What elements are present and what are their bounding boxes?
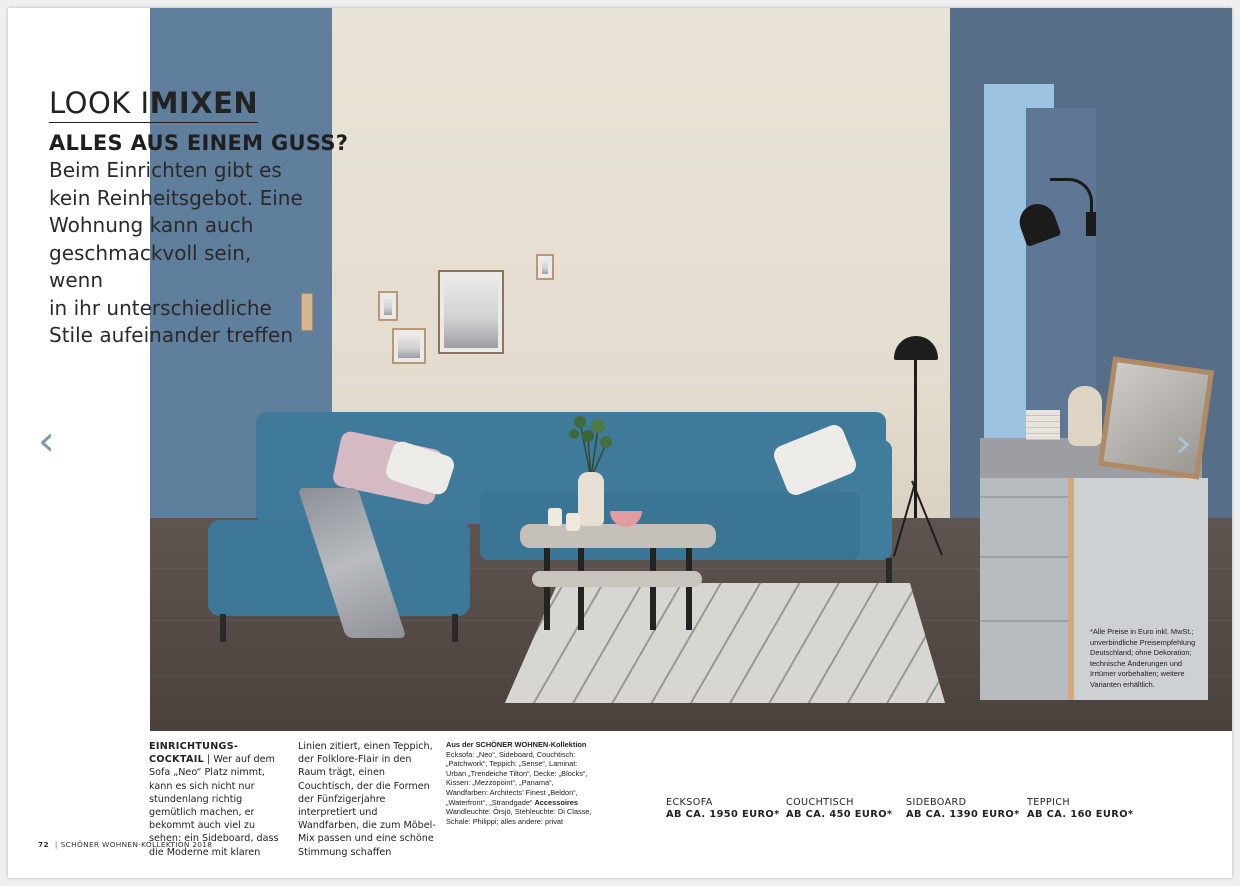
- picture-frame-tiny: [536, 254, 554, 280]
- intro-line: Beim Einrichten gibt es: [49, 158, 282, 182]
- drawer-line: [980, 556, 1068, 558]
- picture-frame-bird: [392, 328, 426, 364]
- credits-subheading: Accessoires: [534, 797, 579, 807]
- plant-branches: [568, 408, 614, 478]
- table-leg: [578, 544, 584, 630]
- section-kicker: [49, 86, 258, 123]
- price-value: AB CA. 1390 EURO*: [906, 809, 1020, 820]
- price-footnote: *Alle Preise in Euro inkl. MwSt.; unverbindliche Preisempfehlung Deutschland; ohne Dekoration; technische Änderungen und Irrtümer vorbehalten; weitere Varianten erhältlich.: [1090, 627, 1196, 689]
- book-stack: [1026, 410, 1060, 440]
- body-lead-separator: |: [207, 754, 211, 766]
- patterned-rug: [505, 583, 945, 703]
- publication-name: SCHÖNER WOHNEN-KOLLEKTION 2018: [60, 840, 213, 849]
- credits-heading: Aus der SCHÖNER WOHNEN-Kollektion: [446, 740, 587, 749]
- next-page-arrow-icon[interactable]: ›: [1175, 418, 1192, 467]
- picture-frame-small: [378, 291, 398, 321]
- headline-block: [49, 86, 349, 350]
- candle-holder: [566, 513, 580, 531]
- picture-frame-mountain: [438, 270, 504, 354]
- intro-line: Stile aufeinander treffen: [49, 323, 294, 347]
- sofa-leg: [452, 614, 458, 642]
- drawer-line: [980, 496, 1068, 498]
- table-leg: [650, 544, 656, 630]
- decor-vase: [1068, 386, 1102, 446]
- price-couchtisch: [786, 797, 892, 820]
- coffee-table-top: [520, 524, 716, 548]
- table-leg: [686, 544, 692, 630]
- price-label: ECKSOFA: [666, 797, 713, 808]
- table-leg: [544, 544, 550, 630]
- price-label: COUCHTISCH: [786, 797, 854, 808]
- credits-text: Wandleuchte: Örsjö, Stehleuchte: Di Classe, Schale: Philippi; alles andere: privat: [446, 807, 592, 826]
- price-label: SIDEBOARD: [906, 797, 967, 808]
- headline: ALLES AUS EINEM GUSS?: [49, 131, 349, 155]
- intro-line: in ihr unterschiedliche: [49, 295, 272, 320]
- previous-page-arrow-icon[interactable]: ‹: [38, 416, 55, 465]
- body-text: Wer auf dem Sofa „Neo“ Platz nimmt, kann es sich nicht nur stundenlang richtig gemütlich machen, er bekommt auch viel zu sehen: ein Sideboard, dass die Moderne mit klaren: [149, 754, 279, 858]
- price-value: AB CA. 160 EURO*: [1027, 809, 1134, 820]
- price-label: TEPPICH: [1027, 797, 1071, 808]
- product-credits: [446, 740, 592, 826]
- magazine-page: [8, 8, 1232, 878]
- footer-separator: |: [54, 840, 58, 849]
- price-value: AB CA. 450 EURO*: [786, 809, 893, 820]
- credits-text: Ecksofa: „Neo“, Sideboard, Couchtisch: „Patchwork“, Teppich: „Sense“, Laminat: Urban „Trendeiche Tilton“, Decke: „Blocks“, Kissen: „Mezzopoint“, „Panama“, Wandfarben: Architects’ Finest „Beldon“, „Waterfront“, „Strandgade“: [446, 749, 588, 807]
- framed-mirror: [1098, 356, 1214, 479]
- kicker-separator: I: [140, 86, 150, 120]
- intro-text: [49, 157, 305, 350]
- price-sideboard: [906, 797, 1020, 820]
- page-footer: [38, 840, 212, 849]
- kicker-left: LOOK: [49, 86, 131, 120]
- cream-vase: [578, 472, 604, 526]
- price-value: AB CA. 1950 EURO*: [666, 809, 780, 820]
- sofa-leg: [886, 558, 892, 586]
- price-teppich: [1027, 797, 1133, 820]
- intro-line: kein Reinheitsgebot. Eine: [49, 185, 303, 210]
- body-lead: EINRICHTUNGS-COCKTAIL: [149, 741, 239, 766]
- sofa-leg: [220, 614, 226, 642]
- table-shelf: [532, 571, 702, 587]
- price-ecksofa: [666, 797, 780, 820]
- intro-line: Wohnung kann auch: [49, 213, 254, 237]
- drawer-line: [980, 620, 1068, 622]
- wall-sconce-plate: [1086, 212, 1096, 236]
- kicker-right: MIXEN: [149, 86, 259, 120]
- body-column-2: Linien zitiert, einen Teppich, der Folklore-Flair in den Raum trägt, einen Couchtisch, der die Formen der Fünfzigerjahre interpretiert und Wandfarben, die zum Möbel-Mix passen und eine schöne Stimmung schaffen: [298, 741, 436, 858]
- page-number: 72: [38, 840, 49, 849]
- candle-holder: [548, 508, 562, 526]
- intro-line: geschmackvoll sein, wenn: [49, 240, 252, 292]
